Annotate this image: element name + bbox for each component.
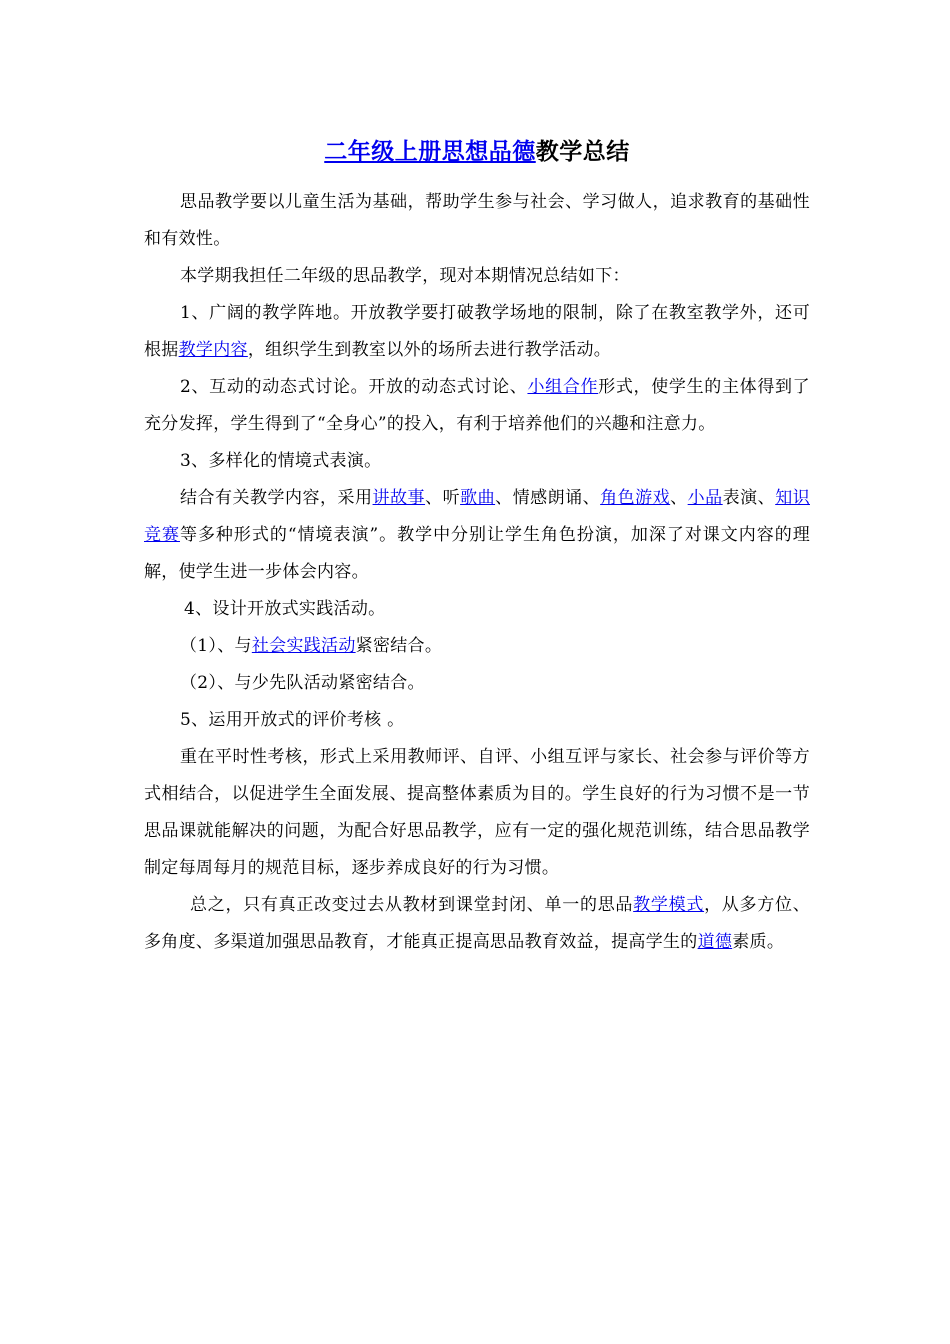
link-social-practice[interactable]: 社会实践活动: [251, 636, 356, 656]
text-segment: 表演、: [722, 488, 776, 508]
text-segment: ，从多方位、多角度、多渠道加强思品教育，才能真正提高思品教育效益，提高学生的: [144, 895, 810, 952]
text-segment: 等多种形式的“情境表演”。教学中分别让学生角色扮演，加深了对课文内容的理解，使学生进一步体会内容。: [144, 525, 810, 582]
title-rest: 教学总结: [535, 139, 630, 165]
link-skits[interactable]: 小品: [687, 488, 723, 508]
text-segment: 结合有关教学内容，采用: [180, 488, 373, 508]
title-link[interactable]: 二年级上册思想品德: [324, 139, 536, 165]
paragraph-item-1: [144, 295, 810, 369]
link-songs[interactable]: 歌曲: [460, 488, 496, 508]
paragraph-conclusion: [144, 887, 810, 961]
paragraph-item-3: 3、多样化的情境式表演。: [180, 451, 382, 471]
link-teaching-content[interactable]: 教学内容: [178, 340, 248, 360]
paragraph-overview: 本学期我担任二年级的思品教学，现对本期情况总结如下：: [180, 266, 630, 286]
text-segment: 紧密结合。: [355, 636, 443, 656]
paragraph-item-4-2: （2）、与少先队活动紧密结合。: [180, 673, 425, 693]
link-knowledge-contest[interactable]: 知识竞赛: [144, 488, 810, 545]
text-segment: 素质。: [732, 932, 785, 952]
text-segment: 、情感朗诵、: [495, 488, 601, 508]
paragraph-item-4: 4、设计开放式实践活动。: [184, 599, 386, 619]
text-segment: 、听: [425, 488, 461, 508]
link-morality[interactable]: 道德: [697, 932, 733, 952]
text-segment: 、: [670, 488, 688, 508]
text-segment: 1、广阔的教学阵地。开放教学要打破教学场地的限制，除了在教室教学外，还可根据: [144, 303, 810, 360]
text-segment: 形式，使学生的主体得到了充分发挥，学生得到了“全身心”的投入，有利于培养他们的兴趣和注意力。: [144, 377, 810, 434]
paragraph-intro: 思品教学要以儿童生活为基础，帮助学生参与社会、学习做人，追求教育的基础性和有效性。: [144, 192, 810, 249]
link-group-cooperation[interactable]: 小组合作: [527, 377, 599, 397]
text-segment: ，组织学生到教室以外的场所去进行教学活动。: [247, 340, 612, 360]
paragraph-item-4-1: [144, 628, 810, 665]
paragraph-item-5-detail: 重在平时性考核，形式上采用教师评、自评、小组互评与家长、社会参与评价等方式相结合，以促进学生全面发展、提高整体素质为目的。学生良好的行为习惯不是一节思品课就能解决的问题，为配合好思品教学，应有一定的强化规范训练，结合思品教学制定每周每月的规范目标，逐步养成良好的行为习惯。: [144, 747, 810, 878]
document-title: [144, 136, 810, 168]
paragraph-item-2: [144, 369, 810, 443]
paragraph-item-3-detail: [144, 480, 810, 591]
link-teaching-mode[interactable]: 教学模式: [633, 895, 705, 915]
link-role-play-games[interactable]: 角色游戏: [600, 488, 671, 508]
text-segment: （1）、与: [180, 636, 252, 656]
paragraph-item-5: 5、运用开放式的评价考核 。: [180, 710, 405, 730]
document-page: [144, 128, 810, 961]
text-segment: 总之，只有真正改变过去从教材到课堂封闭、单一的思品: [190, 895, 634, 915]
text-segment: 2、互动的动态式讨论。开放的动态式讨论、: [180, 377, 528, 397]
link-storytelling[interactable]: 讲故事: [372, 488, 426, 508]
